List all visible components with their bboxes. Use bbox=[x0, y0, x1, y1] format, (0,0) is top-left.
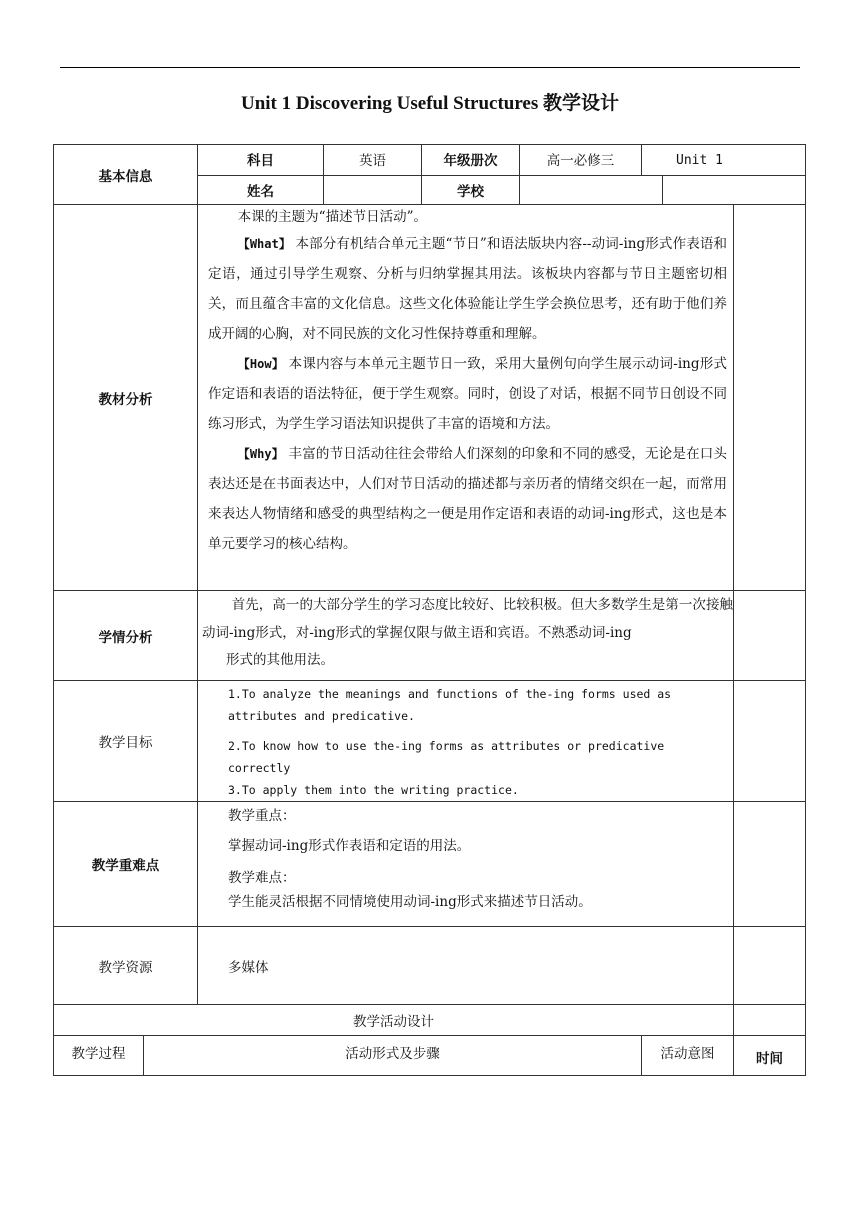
how-text: 本课内容与本单元主题节日一致，采用大量例句向学生展示动词-ing形式作定语和表语的语法特征，便于学生观察。同时，创设了对话，根据不同节日创设不同练习形式，为学生学习语法知识提供了丰富的语境和方法。 bbox=[208, 356, 727, 432]
goal-item-2: 2.To know how to use the-ing forms as attributes or predicative correctly bbox=[228, 739, 665, 775]
resources-blank-cell bbox=[734, 927, 806, 1005]
subject-value: 英语 bbox=[324, 145, 422, 176]
activity-header: 教学活动设计 bbox=[54, 1005, 734, 1036]
goals-content bbox=[198, 681, 734, 802]
basic-info-label: 基本信息 bbox=[54, 145, 198, 205]
col-time: 时间 bbox=[734, 1036, 806, 1076]
analysis-what bbox=[208, 229, 727, 349]
name-value bbox=[324, 176, 422, 205]
difficult-point-text: 学生能灵活根据不同情境使用动词-ing形式来描述节日活动。 bbox=[228, 894, 592, 910]
learners-text-tail: 形式的其他用法。 bbox=[226, 652, 334, 668]
document-title: Unit 1 Discovering Useful Structures 教学设计 bbox=[240, 93, 620, 114]
resources-value: 多媒体 bbox=[198, 927, 734, 1005]
focus-blank-cell bbox=[734, 802, 806, 927]
analysis-how bbox=[208, 349, 727, 439]
grade-value: 高一必修三 bbox=[520, 145, 642, 176]
goals-label: 教学目标 bbox=[54, 681, 198, 802]
what-text: 本部分有机结合单元主题“节日”和语法版块内容--动词-ing形式作表语和定语，通过引导学生观察、分析与归纳掌握其用法。该板块内容都与节日主题密切相关，而且蕴含丰富的文化信息。这些文化体验能让学生学会换位思考，还有助于他们养成开阔的心胸，对不同民族的文化习性保持尊重和理解。 bbox=[208, 236, 727, 342]
learners-blank-cell bbox=[734, 591, 806, 681]
how-tag: 【How】 bbox=[237, 357, 285, 371]
focus-content bbox=[198, 802, 734, 927]
school-value bbox=[520, 176, 663, 205]
why-text: 丰富的节日活动往往会带给人们深刻的印象和不同的感受，无论是在口头表达还是在书面表达中，人们对节日活动的描述都与亲历者的情绪交织在一起，而常用来表达人物情绪和感受的典型结构之一便是用作定语和表语的动词-ing形式，这也是本单元要学习的核心结构。 bbox=[208, 446, 727, 552]
difficult-point-label: 教学难点： bbox=[228, 870, 296, 886]
goal-item-1: 1.To analyze the meanings and functions of the-ing forms used as attributes and predicative. bbox=[228, 687, 672, 723]
key-point-text: 掌握动词-ing形式作表语和定语的用法。 bbox=[228, 838, 471, 854]
school-label: 学校 bbox=[422, 176, 520, 205]
learners-label: 学情分析 bbox=[54, 591, 198, 681]
goal-item-3: 3.To apply them into the writing practice. bbox=[228, 783, 519, 797]
grade-label: 年级册次 bbox=[422, 145, 520, 176]
analysis-blank-cell bbox=[734, 205, 806, 591]
activity-header-blank bbox=[734, 1005, 806, 1036]
goals-blank-cell bbox=[734, 681, 806, 802]
subject-label: 科目 bbox=[198, 145, 324, 176]
analysis-label: 教材分析 bbox=[54, 205, 198, 591]
resources-label: 教学资源 bbox=[54, 927, 198, 1005]
col-steps: 活动形式及步骤 bbox=[144, 1036, 642, 1076]
focus-label: 教学重难点 bbox=[54, 802, 198, 927]
key-point-label: 教学重点： bbox=[228, 808, 296, 824]
lesson-plan-table bbox=[53, 144, 806, 1076]
name-label: 姓名 bbox=[198, 176, 324, 205]
col-process: 教学过程 bbox=[54, 1036, 144, 1076]
learners-content bbox=[198, 591, 734, 681]
info-blank-cell bbox=[663, 176, 806, 205]
unit-value: Unit 1 bbox=[642, 145, 806, 176]
analysis-content bbox=[198, 205, 734, 591]
col-intent: 活动意图 bbox=[642, 1036, 734, 1076]
what-tag: 【What】 bbox=[237, 237, 292, 251]
learners-text: 首先，高一的大部分学生的学习态度比较好、比较积极。但大多数学生是第一次接触动词-ing形式，对-ing形式的掌握仅限与做主语和宾语。不熟悉动词-ing bbox=[202, 597, 733, 641]
top-rule bbox=[60, 67, 800, 68]
why-tag: 【Why】 bbox=[237, 447, 284, 461]
analysis-why bbox=[208, 439, 727, 559]
analysis-intro: 本课的主题为“描述节日活动”。 bbox=[237, 209, 427, 225]
